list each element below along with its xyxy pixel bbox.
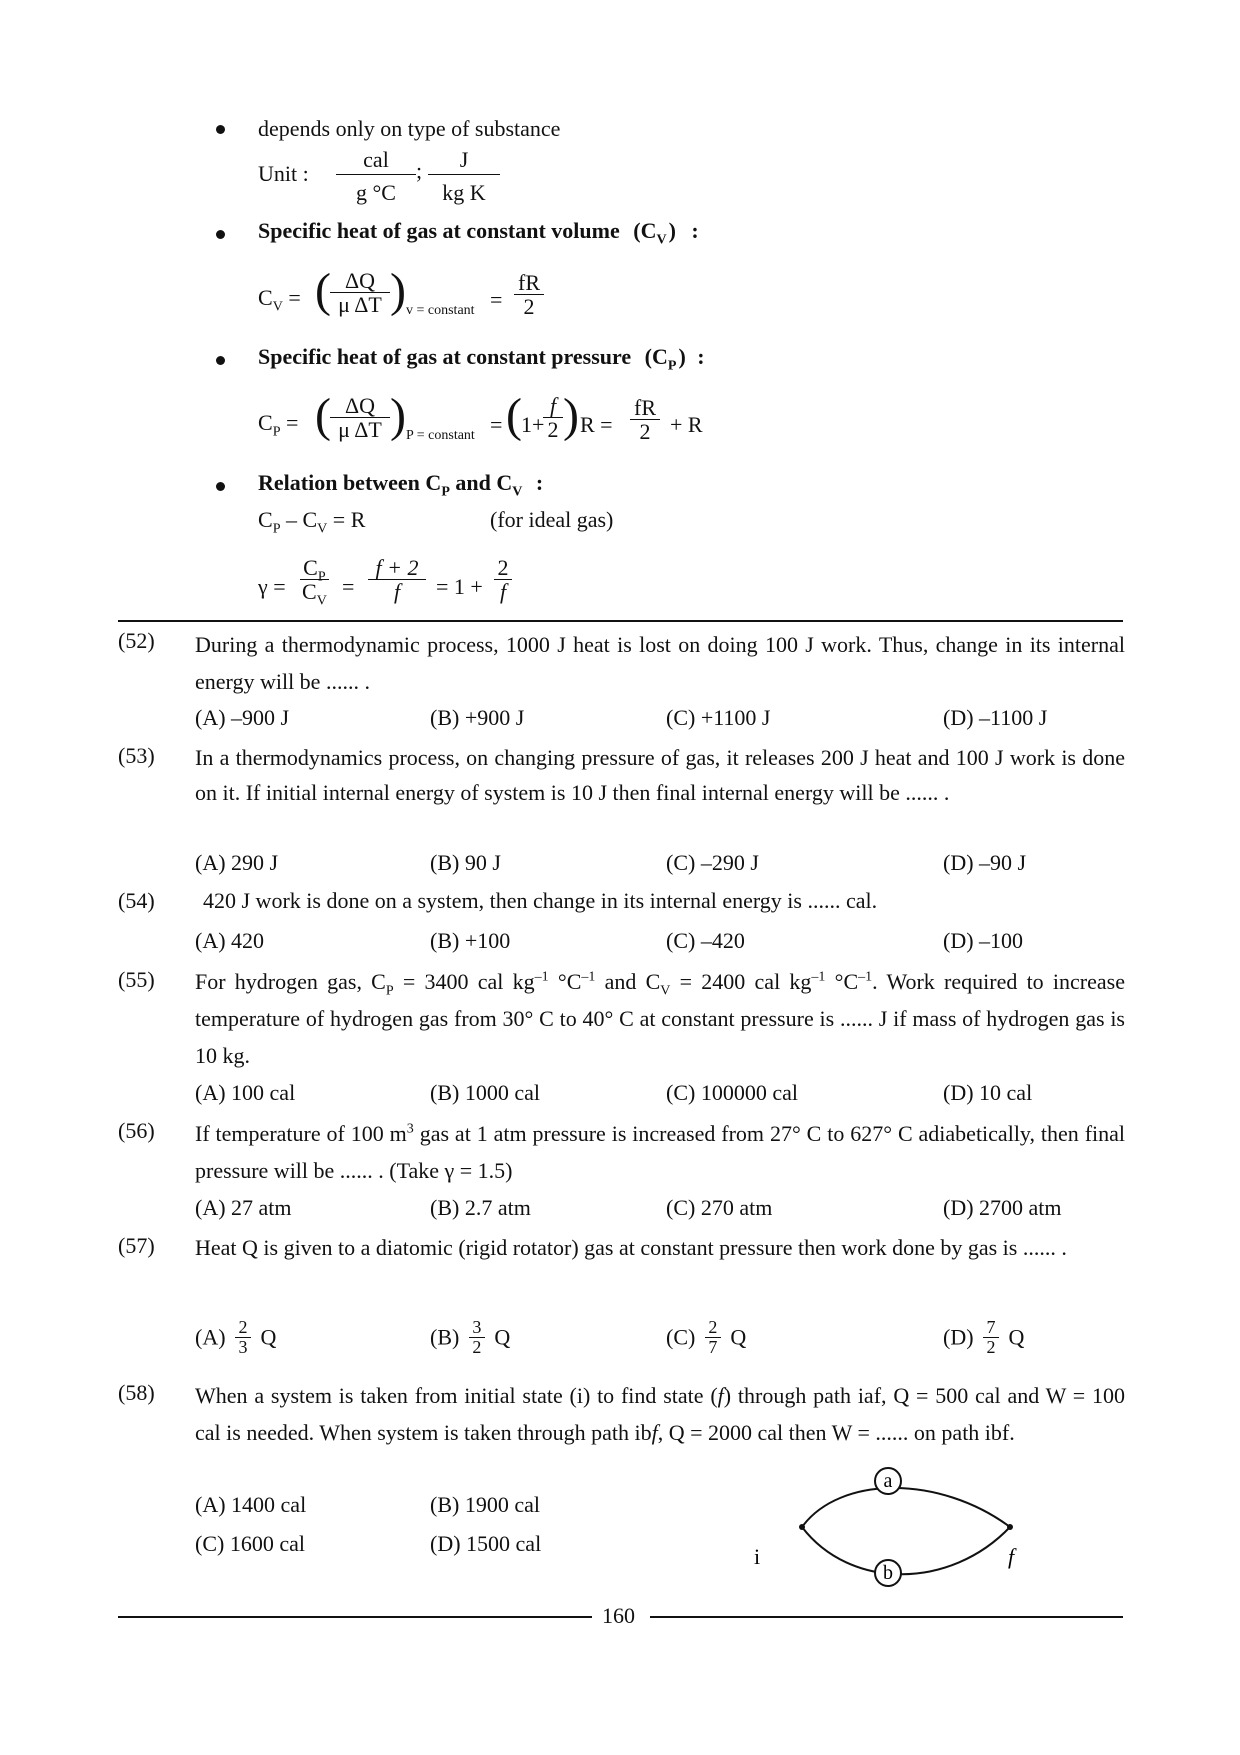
cv-symbol: (C bbox=[633, 218, 657, 243]
fraction-denominator: 2 bbox=[543, 417, 563, 441]
label-b: b bbox=[883, 1562, 893, 1584]
unit-fraction-cal bbox=[336, 148, 416, 204]
option-c[interactable]: (C) 1600 cal bbox=[195, 1531, 305, 1556]
cp-symbol: (C bbox=[644, 344, 668, 369]
option-a[interactable]: (A) –900 J bbox=[195, 705, 290, 730]
path-diagram bbox=[740, 1455, 1040, 1595]
option-d[interactable]: (D) –1100 J bbox=[943, 705, 1048, 730]
option-d[interactable]: (D) 10 cal bbox=[943, 1080, 1033, 1105]
fraction-denominator: f bbox=[494, 579, 512, 603]
question-number: (55) bbox=[118, 967, 155, 992]
question-number: (53) bbox=[118, 743, 155, 768]
fraction-denominator: $C_V$ bbox=[302, 579, 327, 609]
equals-sign: = bbox=[342, 574, 355, 599]
fr-fraction bbox=[630, 396, 660, 443]
option-b[interactable]: (B) 1000 cal bbox=[430, 1080, 540, 1105]
question-number: (52) bbox=[118, 628, 155, 653]
f-over-2-fraction bbox=[543, 394, 563, 441]
rel-c: C bbox=[258, 507, 273, 532]
cp-symbol-sub: P bbox=[667, 358, 677, 374]
bullet-icon bbox=[216, 482, 225, 491]
question-text: 420 J work is done on a system, then change in its internal energy is ...... cal. bbox=[203, 888, 878, 913]
r-equals: R = bbox=[580, 412, 613, 437]
option-b[interactable]: (B) 90 J bbox=[430, 850, 501, 875]
right-paren: ) bbox=[390, 264, 406, 317]
cv-c: $C_V$ = bbox=[258, 285, 301, 315]
fraction-denominator: μ ΔT bbox=[330, 417, 390, 441]
unit-label: Unit : bbox=[258, 161, 309, 186]
option-b[interactable]: (B) $\frac{3}{2}$ Q bbox=[430, 1317, 511, 1357]
question-number: (56) bbox=[118, 1118, 155, 1143]
rel-sub-p: P bbox=[272, 521, 281, 537]
option-d[interactable]: (D) $\frac{7}{2}$ Q bbox=[943, 1317, 1025, 1357]
option-b[interactable]: (B) +100 bbox=[430, 928, 511, 953]
rel-sub-v: V bbox=[317, 521, 328, 537]
p-constant-sub: P = constant bbox=[406, 428, 475, 443]
right-paren: ) bbox=[390, 389, 406, 442]
relation-sub-v: V bbox=[512, 484, 523, 500]
question-text: During a thermodynamic process, 1000 J heat is lost on doing 100 J work. Thus, change in its internal energy will be ...... . bbox=[195, 632, 1125, 694]
one-plus: 1+ bbox=[521, 412, 545, 437]
option-d[interactable]: (D) –100 bbox=[943, 928, 1024, 953]
fraction-denominator: μ ΔT bbox=[330, 292, 390, 316]
bullet-text-substance: depends only on type of substance bbox=[258, 116, 561, 141]
section-divider bbox=[118, 620, 1123, 622]
cp-cv-fraction bbox=[300, 555, 329, 609]
option-a[interactable]: (A) 420 bbox=[195, 928, 265, 953]
question-number: (54) bbox=[118, 888, 155, 913]
right-paren: ) bbox=[563, 389, 579, 442]
option-a[interactable]: (A) $\frac{2}{3}$ Q bbox=[195, 1317, 277, 1357]
fraction-denominator: 2 bbox=[630, 419, 660, 443]
cp-c: $C_P$ = bbox=[258, 410, 299, 440]
bullet-icon bbox=[216, 356, 225, 365]
bullet-icon bbox=[216, 125, 225, 134]
fraction-numerator: f bbox=[549, 393, 557, 418]
fr-fraction bbox=[514, 271, 544, 318]
left-paren: ( bbox=[315, 264, 331, 317]
footer-rule-right bbox=[650, 1616, 1123, 1618]
left-paren: ( bbox=[315, 389, 331, 442]
unit-fraction-numerator: cal bbox=[363, 147, 389, 172]
unit-fraction-numerator: J bbox=[459, 147, 469, 172]
option-a[interactable]: (A) 290 J bbox=[195, 850, 279, 875]
gamma-equals: γ = bbox=[258, 574, 286, 599]
fraction-numerator: fR bbox=[518, 270, 540, 295]
question-text: When a system is taken from initial state (i) to find state (f) through path iaf, Q = 500 cal and W = 100 cal is needed. When system is taken through path ibf, Q = 2000 cal then W = ...... on path ibf. bbox=[195, 1383, 1125, 1445]
cv-heading-text: Specific heat of gas at constant volume bbox=[258, 218, 620, 243]
cv-heading bbox=[258, 218, 699, 248]
plus-r: + R bbox=[670, 412, 703, 437]
fraction-denominator: f bbox=[368, 579, 426, 603]
fraction-numerator: fR bbox=[634, 395, 656, 420]
f-plus-2-fraction bbox=[368, 556, 426, 603]
equals-sign: = bbox=[490, 412, 503, 437]
option-a[interactable]: (A) 1400 cal bbox=[195, 1492, 307, 1517]
label-i: i bbox=[754, 1544, 761, 1569]
option-a[interactable]: (A) 27 atm bbox=[195, 1195, 292, 1220]
path-iaf-curve bbox=[802, 1488, 1010, 1527]
ideal-gas-note: (for ideal gas) bbox=[490, 507, 614, 532]
question-number: (57) bbox=[118, 1233, 155, 1258]
option-b[interactable]: (B) +900 J bbox=[430, 705, 525, 730]
dq-fraction bbox=[330, 269, 390, 316]
option-a[interactable]: (A) 100 cal bbox=[195, 1080, 296, 1105]
option-b[interactable]: (B) 1900 cal bbox=[430, 1492, 540, 1517]
relation-colon: : bbox=[530, 470, 544, 495]
bullet-icon bbox=[216, 230, 225, 239]
unit-fraction-denominator: kg K bbox=[428, 174, 500, 204]
question-number: (58) bbox=[118, 1380, 155, 1405]
fraction-numerator: f + 2 bbox=[375, 555, 419, 580]
relation-sub-p: P bbox=[441, 484, 450, 500]
cp-symbol-close: ) : bbox=[678, 344, 705, 369]
question-text: For hydrogen gas, $C_P = 3400$ cal $kg^{-1}$ $^\circ C^{-1}$ and $C_V = 2400$ cal $kg^{-1}$ $^\circ C^{-1}$. Work required to increase temperature of hydrogen gas from 30° C to 40° C at constant pressure is ...... J if mass of hydrogen gas is 10 kg. bbox=[195, 969, 1125, 1068]
option-d[interactable]: (D) –90 J bbox=[943, 850, 1027, 875]
question-text: In a thermodynamics process, on changing pressure of gas, it releases 200 J heat and 100 J work is done on it. If initial internal energy of system is 10 J then final internal energy will be ...... . bbox=[195, 745, 1125, 805]
cv-symbol-sub: V bbox=[656, 232, 667, 248]
option-c[interactable]: (C) –290 J bbox=[666, 850, 759, 875]
rel-equals-r: = R bbox=[327, 507, 366, 532]
fraction-numerator: 2 bbox=[497, 555, 509, 580]
option-c[interactable]: (C) $\frac{2}{7}$ Q bbox=[666, 1317, 747, 1357]
fraction-denominator: 2 bbox=[514, 294, 544, 318]
option-c[interactable]: (C) 270 atm bbox=[666, 1195, 773, 1220]
option-c[interactable]: (C) +1100 J bbox=[666, 705, 771, 730]
equals-sign: = bbox=[490, 287, 503, 312]
fraction-numerator: ΔQ bbox=[344, 393, 376, 418]
one-plus: = 1 + bbox=[436, 574, 483, 599]
unit-separator: ; bbox=[416, 158, 423, 183]
cv-symbol-close: ) : bbox=[668, 218, 699, 243]
left-paren: ( bbox=[506, 389, 522, 442]
question-text: If temperature of 100 $m^3$ gas at 1 atm pressure is increased from 27° C to 627° C adiabetically, then final pressure will be ...... . (Take γ = 1.5) bbox=[195, 1121, 1126, 1183]
fraction-numerator: ΔQ bbox=[344, 268, 376, 293]
cp-heading-text: Specific heat of gas at constant pressure bbox=[258, 344, 632, 369]
unit-fraction-j bbox=[428, 148, 500, 204]
dq-fraction bbox=[330, 394, 390, 441]
question-text: Heat Q is given to a diatomic (rigid rotator) gas at constant pressure then work done by gas is ...... . bbox=[195, 1235, 1067, 1260]
option-b[interactable]: (B) 2.7 atm bbox=[430, 1195, 531, 1220]
footer-rule-left bbox=[118, 1616, 592, 1618]
option-d[interactable]: (D) 1500 cal bbox=[430, 1531, 542, 1556]
relation-equation bbox=[258, 507, 366, 537]
point-f-dot bbox=[1007, 1524, 1013, 1530]
v-constant-sub: v = constant bbox=[406, 303, 475, 318]
option-c[interactable]: (C) –420 bbox=[666, 928, 745, 953]
point-i-dot bbox=[799, 1524, 805, 1530]
relation-heading bbox=[258, 470, 544, 500]
label-f: f bbox=[1008, 1544, 1015, 1569]
fraction-numerator: $C_P$ bbox=[303, 555, 326, 585]
relation-heading-text: Relation between C bbox=[258, 470, 442, 495]
relation-heading-and: and C bbox=[449, 470, 513, 495]
label-a: a bbox=[883, 1470, 893, 1492]
page-number: 160 bbox=[602, 1603, 635, 1628]
rel-minus: – C bbox=[280, 507, 318, 532]
two-over-f-fraction bbox=[494, 556, 512, 603]
option-d[interactable]: (D) 2700 atm bbox=[943, 1195, 1062, 1220]
option-c[interactable]: (C) 100000 cal bbox=[666, 1080, 798, 1105]
path-ibf-curve bbox=[802, 1527, 1010, 1574]
unit-fraction-denominator: g °C bbox=[336, 174, 416, 204]
cp-heading bbox=[258, 344, 705, 374]
